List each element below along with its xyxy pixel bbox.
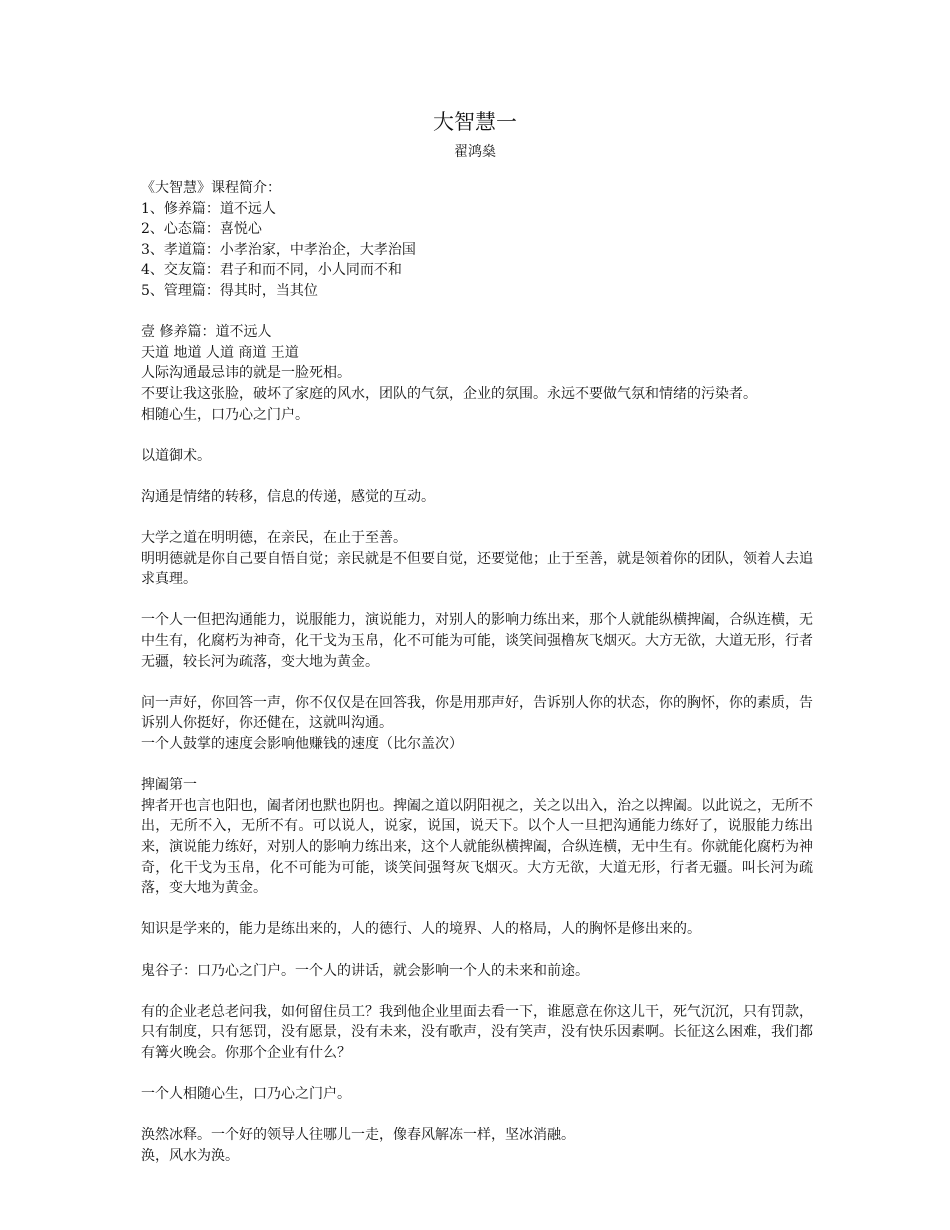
section-heading: 捭阖第一 (141, 777, 197, 794)
paragraph-gap (141, 981, 813, 1002)
intro-item: 2、心态篇：喜悦心 (141, 221, 262, 238)
paragraph: 明明德就是你自己要自悟自觉；亲民就是不但要自觉，还要觉他；止于至善，就是领着你的团队，领着人去追求真理。 (141, 550, 813, 588)
paragraph: 捭者开也言也阳也，阖者闭也默也阴也。捭阖之道以阴阳视之，关之以出入，治之以捭阖。以此说之，无所不出，无所不入，无所不有。可以说人，说家，说国，说天下。以个人一旦把沟通能力练好了，说服能力练出来，演说能力练好，对别人的影响力练出来，这个人就能纵横捭阖，合纵连横，无中生有。你就能化腐朽为神奇，化干戈为玉帛，化不可能为可能，谈笑间强弩灰飞烟灭。大方无欲，大道无形，行者无疆。叫长河为疏落，变大地为黄金。 (141, 797, 813, 897)
section-text: 相随心生，口乃心之门户。 (141, 406, 309, 423)
paragraph-gap (141, 672, 813, 693)
paragraph: 鬼谷子：口乃心之门户。一个人的讲话，就会影响一个人的未来和前途。 (141, 962, 589, 979)
paragraph: 涣，风水为涣。 (141, 1147, 239, 1164)
section-subheading: 天道 地道 人道 商道 王道 (141, 344, 299, 361)
paragraph-gap (141, 940, 813, 961)
paragraph: 沟通是情绪的转移，信息的传递，感觉的互动。 (141, 488, 435, 505)
paragraph-gap (141, 466, 813, 487)
paragraph: 涣然冰释。一个好的领导人往哪儿一走，像春风解冻一样，坚冰消融。 (141, 1127, 575, 1144)
section-text: 人际沟通最忌讳的就是一脸死相。 (141, 365, 351, 382)
paragraph: 一个人鼓掌的速度会影响他赚钱的速度（比尔盖次） (141, 736, 463, 753)
paragraph: 一个人相随心生，口乃心之门户。 (141, 1086, 351, 1103)
intro-item: 5、管理篇：得其时，当其位 (141, 282, 318, 299)
document-title: 大智慧一 (433, 110, 517, 134)
paragraph-gap (141, 590, 813, 611)
paragraph-gap (141, 755, 813, 776)
paragraph: 大学之道在明明德，在亲民，在止于至善。 (141, 530, 407, 547)
paragraph: 有的企业老总老问我，如何留住员工？我到他企业里面去看一下，谁愿意在你这儿干，死气沉沉，只有罚款，只有制度，只有惩罚，没有愿景，没有未来，没有歌声，没有笑声，没有快乐因素啊。长征这么困难，我们都有篝火晚会。你那个企业有什么？ (141, 1003, 813, 1061)
paragraph-gap (141, 1105, 813, 1126)
section-text: 不要让我这张脸，破坏了家庭的风水，团队的气氛，企业的氛围。永远不要做气氛和情绪的污染者。 (141, 385, 757, 402)
paragraph-gap (141, 508, 813, 529)
document-body (141, 178, 813, 1167)
paragraph-gap (141, 302, 813, 323)
intro-item: 1、修养篇：道不远人 (141, 200, 276, 217)
paragraph: 一个人一但把沟通能力，说服能力，演说能力，对别人的影响力练出来，那个人就能纵横捭阖，合纵连横，无中生有，化腐朽为神奇，化干戈为玉帛，化不可能为可能，谈笑间强橹灰飞烟灭。大方无欲，大道无形，行者无疆，较长河为疏落，变大地为黄金。 (141, 612, 813, 670)
paragraph: 知识是学来的，能力是练出来的，人的德行、人的境界、人的格局，人的胸怀是修出来的。 (141, 921, 701, 938)
intro-item: 4、交友篇：君子和而不同，小人同而不和 (141, 262, 402, 279)
paragraph: 问一声好，你回答一声，你不仅仅是在回答我，你是用那声好，告诉别人你的状态，你的胸怀，你的素质，告诉别人你挺好，你还健在，这就叫沟通。 (141, 694, 813, 732)
intro-item: 3、孝道篇：小孝治家，中孝治企，大孝治国 (141, 241, 416, 258)
document-author: 翟鸿燊 (454, 144, 496, 160)
section-heading: 壹 修养篇：道不远人 (141, 324, 272, 341)
paragraph: 以道御术。 (141, 447, 211, 464)
paragraph-gap (141, 1064, 813, 1085)
paragraph-gap (141, 425, 813, 446)
intro-heading: 《大智慧》课程简介： (141, 180, 281, 196)
paragraph-gap (141, 899, 813, 920)
